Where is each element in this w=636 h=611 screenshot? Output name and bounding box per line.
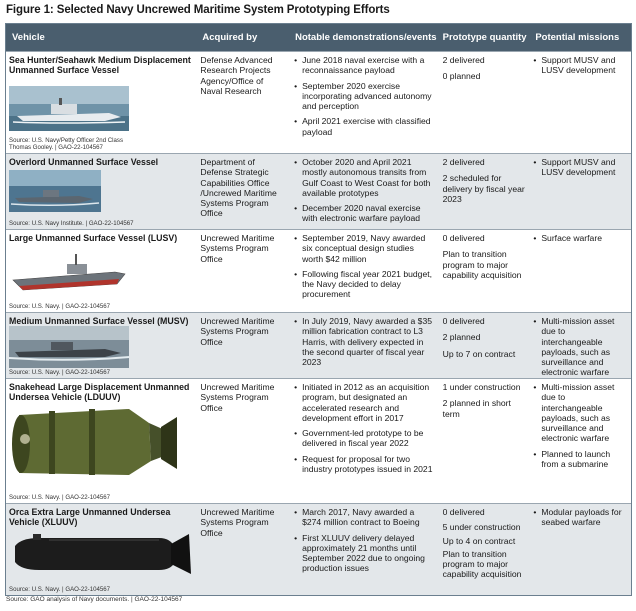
mission-item: • Support MUSV and LUSV development	[533, 55, 628, 76]
event-item: • First XLUUV delivery delayed approximately 21 months until September 2022 due to ongoing production issues	[294, 533, 433, 574]
quantity-cell	[437, 154, 530, 229]
vehicle-cell	[6, 154, 196, 229]
vehicle-name: Overlord Unmanned Surface Vessel	[9, 157, 159, 167]
quantity-item: 2 delivered	[442, 157, 485, 167]
vehicle-name: Sea Hunter/Seahawk Medium Displacement Unmanned Surface Vessel	[9, 55, 191, 76]
overlord-photo	[9, 170, 101, 212]
vehicle-name: Large Unmanned Surface Vessel (LUSV)	[9, 233, 178, 243]
musv-photo	[9, 326, 129, 368]
quantity-item: Up to 7 on contract	[442, 348, 516, 359]
mission-item: • Modular payloads for seabed warfare	[533, 507, 628, 528]
figure-source-footer: Source: GAO analysis of Navy documents. | GAO-22-104567	[6, 596, 183, 603]
missions-cell	[529, 230, 631, 312]
event-item: • September 2019, Navy awarded six conceptual design studies worth $42 million	[294, 233, 433, 264]
table-row	[6, 51, 631, 153]
event-item: • April 2021 exercise with classified payload	[294, 116, 433, 137]
acquired-by-cell: Uncrewed Maritime Systems Program Office	[200, 382, 275, 413]
table-row	[6, 378, 631, 503]
acquired-by-cell: Defense Advanced Research Projects Agency/Office of Naval Research	[200, 55, 273, 96]
table-row	[6, 312, 631, 378]
event-item: • September 2020 exercise incorporating advanced autonomy and perception	[294, 81, 433, 112]
quantity-item: Plan to transition program to major capability acquisition	[442, 249, 522, 280]
snakehead-render	[9, 403, 179, 483]
quantity-item: 5 under construction	[442, 522, 521, 533]
figure-title: Figure 1: Selected Navy Uncrewed Maritime System Prototyping Efforts	[6, 4, 390, 16]
vehicle-cell	[6, 230, 196, 312]
table-header	[6, 24, 631, 51]
quantity-item: 1 under construction	[442, 382, 521, 392]
lusv-render	[9, 246, 129, 298]
mission-item: • Multi-mission asset due to interchangeable payloads, such as surveillance and electronic warfare	[533, 316, 628, 378]
events-cell	[289, 230, 437, 312]
table-row	[6, 503, 631, 595]
mission-item: • Multi-mission asset due to interchangeable payloads, such as surveillance and electronic warfare	[533, 382, 628, 444]
mission-item: • Surface warfare	[533, 233, 628, 243]
events-cell	[289, 379, 437, 503]
vehicle-cell	[6, 313, 196, 378]
events-cell	[289, 313, 437, 378]
quantity-item: 0 delivered	[442, 233, 485, 243]
image-source: Source: U.S. Navy. | GAO-22-104567	[9, 493, 111, 501]
event-item: • October 2020 and April 2021 mostly autonomous transits from Gulf Coast to West Coast for both available prototypes	[294, 157, 433, 198]
prototype-table	[5, 23, 632, 596]
vehicle-name: Medium Unmanned Surface Vessel (MUSV)	[9, 316, 189, 326]
image-source: Source: U.S. Navy. | GAO-22-104567	[9, 368, 111, 376]
mission-item: • Support MUSV and LUSV development	[533, 157, 628, 178]
mission-item: • Planned to launch from a submarine	[533, 449, 628, 470]
orca-render	[9, 530, 195, 576]
event-item: • Request for proposal for two industry prototypes issued in 2021	[294, 454, 433, 475]
event-item: • Initiated in 2012 as an acquisition program, but designated an accelerated research and development effort in 2017	[294, 382, 433, 423]
image-source: Source: U.S. Navy/Petty Officer 2nd Class Thomas Gooley. | GAO-22-104567	[9, 136, 124, 151]
vehicle-name: Snakehead Large Displacement Unmanned Undersea Vehicle (LDUUV)	[9, 382, 190, 403]
header-quantity: Prototype quantity	[442, 32, 527, 43]
vehicle-name: Orca Extra Large Unmanned Undersea Vehicle (XLUUV)	[9, 507, 171, 528]
quantity-cell	[437, 313, 530, 378]
event-item: • December 2020 naval exercise with electronic warfare payload	[294, 203, 433, 224]
missions-cell	[529, 504, 631, 595]
event-item: • March 2017, Navy awarded a $274 million contract to Boeing	[294, 507, 433, 528]
missions-cell	[529, 313, 631, 378]
quantity-item: 0 delivered	[442, 316, 485, 326]
quantity-item: 2 delivered	[442, 55, 485, 65]
event-item: • June 2018 naval exercise with a reconnaissance payload	[294, 55, 433, 76]
sea-hunter-photo	[9, 86, 129, 131]
image-source: Source: U.S. Navy Institute. | GAO-22-104567	[9, 219, 134, 227]
quantity-item: 2 planned	[442, 332, 481, 343]
image-source: Source: U.S. Navy. | GAO-22-104567	[9, 585, 111, 593]
acquired-by-cell: Uncrewed Maritime Systems Program Office	[200, 233, 275, 264]
table-row	[6, 153, 631, 229]
missions-cell	[529, 379, 631, 503]
table-row	[6, 229, 631, 312]
quantity-cell	[437, 230, 530, 312]
header-missions: Potential missions	[535, 32, 620, 43]
vehicle-cell	[6, 504, 196, 595]
quantity-item: 0 delivered	[442, 507, 485, 517]
quantity-item: 0 planned	[442, 71, 481, 82]
image-source: Source: U.S. Navy. | GAO-22-104567	[9, 302, 111, 310]
vehicle-cell	[6, 52, 196, 153]
acquired-by-cell: Department of Defense Strategic Capabilities Office /Uncrewed Maritime Systems Program Office	[200, 157, 277, 219]
acquired-by-cell: Uncrewed Maritime Systems Program Office	[200, 507, 275, 538]
quantity-cell	[437, 52, 530, 153]
events-cell	[289, 154, 437, 229]
quantity-cell	[437, 379, 530, 503]
quantity-item: Plan to transition program to major capability acquisition	[442, 548, 522, 580]
header-events: Notable demonstrations/events	[295, 32, 437, 43]
header-vehicle: Vehicle	[12, 32, 45, 43]
quantity-item: 2 planned in short term	[442, 398, 511, 419]
vehicle-cell	[6, 379, 196, 503]
events-cell	[289, 504, 437, 595]
missions-cell	[529, 154, 631, 229]
event-item: • Following fiscal year 2021 budget, the Navy decided to delay procurement	[294, 269, 433, 300]
acquired-by-cell: Uncrewed Maritime Systems Program Office	[200, 316, 275, 347]
quantity-item: Up to 4 on contract	[442, 535, 516, 546]
events-cell	[289, 52, 437, 153]
quantity-cell	[437, 504, 530, 595]
event-item: • Government-led prototype to be delivered in fiscal year 2022	[294, 428, 433, 449]
quantity-item: 2 scheduled for delivery by fiscal year 2023	[442, 173, 525, 204]
missions-cell	[529, 52, 631, 153]
event-item: • In July 2019, Navy awarded a $35 million fabrication contract to L3 Harris, with delivery expected in the second quarter of fiscal year 2023	[294, 316, 433, 367]
header-acquired-by: Acquired by	[202, 32, 258, 43]
